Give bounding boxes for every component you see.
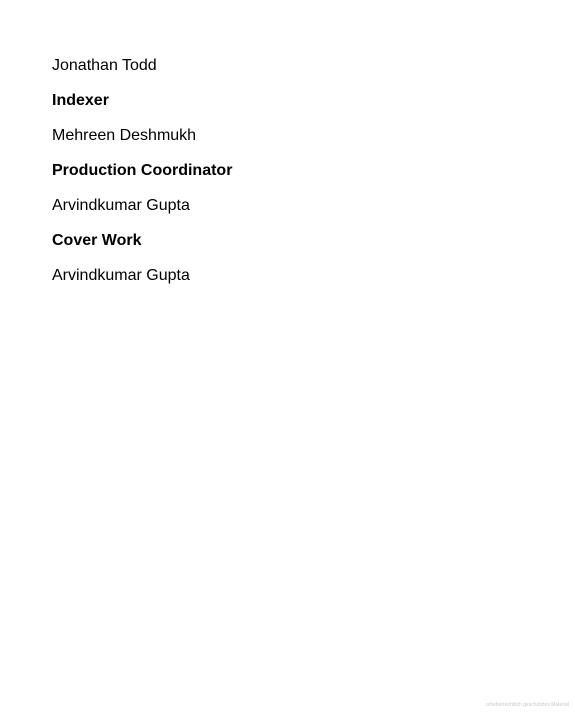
role-heading-production-coordinator: Production Coordinator <box>52 162 233 179</box>
watermark-note: urheberrechtlich geschütztes Material <box>485 702 569 708</box>
credit-name-arvindkumar-gupta-2: Arvindkumar Gupta <box>52 267 190 284</box>
credit-name-arvindkumar-gupta-1: Arvindkumar Gupta <box>52 197 190 214</box>
role-heading-indexer: Indexer <box>52 92 109 109</box>
credits-list <box>52 56 532 301</box>
credit-name-mehreen-deshmukh: Mehreen Deshmukh <box>52 127 197 144</box>
credit-name-jonathan-todd: Jonathan Todd <box>52 57 157 74</box>
role-heading-cover-work: Cover Work <box>52 232 142 249</box>
